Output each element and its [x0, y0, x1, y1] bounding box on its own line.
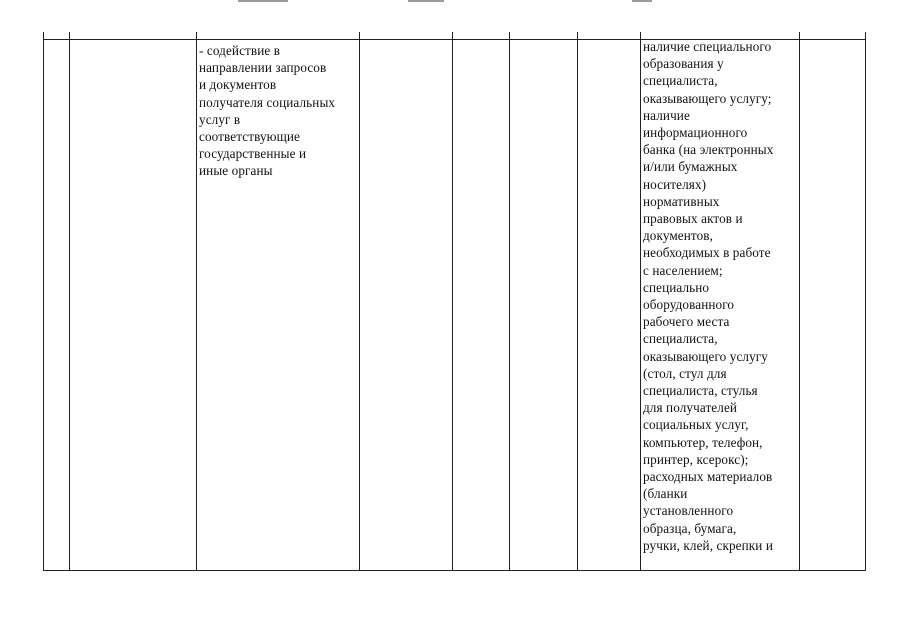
scan-edge-mark — [632, 0, 652, 2]
table-column-border — [359, 32, 360, 571]
table-column-border — [509, 32, 510, 571]
table-bottom-border — [43, 570, 866, 571]
table-column-border — [43, 32, 44, 571]
scan-edge-mark — [238, 0, 288, 2]
service-conditions-cell: наличие специального образования у специалиста, оказывающего услугу; наличие информационного банка (на электронных и/или бумажных носителях) нормативных правовых актов и документов, необходимых в работе с населением; специально оборудованного рабочего места специалиста, оказывающего услугу (стол, стул для специалиста, стулья для получателей социальных услуг, компьютер, телефон, принтер, ксерокс); расходных материалов (бланки установленного образца, бумага, ручки, клей, скрепки и — [643, 39, 774, 553]
table-column-border — [865, 32, 866, 571]
table-column-border — [69, 32, 70, 571]
service-description-cell: - содействие в направлении запросов и документов получателя социальных услуг в соответствующие государственные и иные органы — [199, 43, 336, 179]
table-column-border — [577, 32, 578, 571]
table-column-border — [452, 32, 453, 571]
scan-edge-mark — [408, 0, 444, 2]
table-column-border — [640, 32, 641, 571]
table-column-border — [799, 32, 800, 571]
table-column-border — [196, 32, 197, 571]
